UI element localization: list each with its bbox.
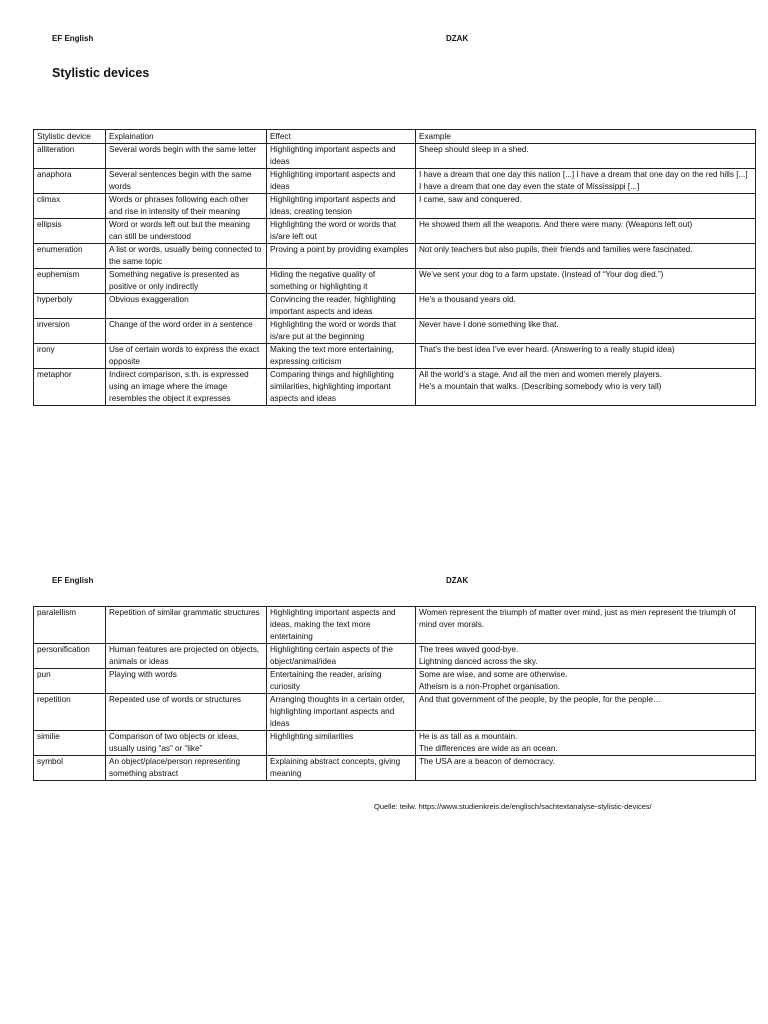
example-cell: All the world’s a stage. And all the men and women merely players. He’s a mountain that walks. (Describing somebody who is very tall): [416, 369, 756, 406]
stylistic-devices-table-1: [33, 129, 756, 406]
header-left-page2: EF English: [52, 576, 94, 585]
device-cell: irony: [34, 344, 106, 369]
column-header: Effect: [267, 130, 416, 144]
example-cell: Not only teachers but also pupils, their friends and families were fascinated.: [416, 244, 756, 269]
example-cell: He’s a thousand years old.: [416, 294, 756, 319]
device-cell: similie: [34, 731, 106, 756]
effect-cell: Proving a point by providing examples: [267, 244, 416, 269]
effect-cell: Highlighting similarities: [267, 731, 416, 756]
effect-cell: Entertaining the reader, arising curiosity: [267, 669, 416, 694]
explanation-cell: Use of certain words to express the exact opposite: [106, 344, 267, 369]
device-cell: symbol: [34, 756, 106, 781]
table-row: [34, 269, 756, 294]
table-row: [34, 244, 756, 269]
table-row: [34, 344, 756, 369]
example-cell: The USA are a beacon of democracy.: [416, 756, 756, 781]
table-row: [34, 219, 756, 244]
table-row: [34, 731, 756, 756]
explanation-cell: Repeated use of words or structures: [106, 694, 267, 731]
explanation-cell: Word or words left out but the meaning can still be understood: [106, 219, 267, 244]
explanation-cell: Playing with words: [106, 669, 267, 694]
explanation-cell: Several sentences begin with the same words: [106, 169, 267, 194]
table-row: [34, 669, 756, 694]
effect-cell: Highlighting certain aspects of the object/animal/idea: [267, 644, 416, 669]
header-right: DZAK: [446, 34, 469, 43]
explanation-cell: Repetition of similar grammatic structures: [106, 607, 267, 644]
table-header-row: [34, 130, 756, 144]
explanation-cell: Obvious exaggeration: [106, 294, 267, 319]
device-cell: inversion: [34, 319, 106, 344]
example-cell: That’s the best idea I’ve ever heard. (Answering to a really stupid idea): [416, 344, 756, 369]
column-header: Explaination: [106, 130, 267, 144]
device-cell: paralellism: [34, 607, 106, 644]
column-header: Example: [416, 130, 756, 144]
table-row: [34, 756, 756, 781]
device-cell: repetition: [34, 694, 106, 731]
source-citation: Quelle: teilw. https://www.studienkreis.de/englisch/sachtextanalyse-stylistic-devices/: [374, 802, 652, 811]
table-row: [34, 319, 756, 344]
device-cell: pun: [34, 669, 106, 694]
device-cell: anaphora: [34, 169, 106, 194]
effect-cell: Highlighting the word or words that is/are left out: [267, 219, 416, 244]
effect-cell: Comparing things and highlighting similarities, highlighting important aspects and ideas: [267, 369, 416, 406]
table-row: [34, 607, 756, 644]
explanation-cell: Human features are projected on objects, animals or ideas: [106, 644, 267, 669]
table-row: [34, 644, 756, 669]
device-cell: ellipsis: [34, 219, 106, 244]
effect-cell: Convincing the reader, highlighting important aspects and ideas: [267, 294, 416, 319]
explanation-cell: Something negative is presented as positive or only indirectly: [106, 269, 267, 294]
stylistic-devices-table-2: [33, 606, 756, 781]
table-row: [34, 369, 756, 406]
table-row: [34, 294, 756, 319]
example-cell: And that government of the people, by the people, for the people…: [416, 694, 756, 731]
device-cell: alliteration: [34, 144, 106, 169]
example-cell: He showed them all the weapons. And there were many. (Weapons left out): [416, 219, 756, 244]
explanation-cell: Indirect comparison, s.th. is expressed using an image where the image resembles the object it expresses: [106, 369, 267, 406]
page-title: Stylistic devices: [52, 66, 150, 80]
device-cell: hyperboly: [34, 294, 106, 319]
explanation-cell: Several words begin with the same letter: [106, 144, 267, 169]
effect-cell: Highlighting important aspects and ideas: [267, 144, 416, 169]
device-cell: climax: [34, 194, 106, 219]
example-cell: He is as tall as a mountain. The differences are wide as an ocean.: [416, 731, 756, 756]
explanation-cell: Change of the word order in a sentence: [106, 319, 267, 344]
effect-cell: Highlighting important aspects and ideas: [267, 169, 416, 194]
effect-cell: Arranging thoughts in a certain order, highlighting important aspects and ideas: [267, 694, 416, 731]
table-row: [34, 169, 756, 194]
example-cell: I came, saw and conquered.: [416, 194, 756, 219]
example-cell: Never have I done something like that.: [416, 319, 756, 344]
header-left: EF English: [52, 34, 94, 43]
explanation-cell: Words or phrases following each other and rise in intensity of their meaning: [106, 194, 267, 219]
device-cell: enumeration: [34, 244, 106, 269]
explanation-cell: Comparison of two objects or ideas, usually using “as” or “like”: [106, 731, 267, 756]
example-cell: I have a dream that one day this nation [...] I have a dream that one day on the red hills [...] I have a dream that one day even the state of Mississippi [...]: [416, 169, 756, 194]
header-right-page2: DZAK: [446, 576, 469, 585]
effect-cell: Explaining abstract concepts, giving meaning: [267, 756, 416, 781]
table-row: [34, 194, 756, 219]
effect-cell: Highlighting important aspects and ideas, creating tension: [267, 194, 416, 219]
column-header: Stylistic device: [34, 130, 106, 144]
effect-cell: Highlighting the word or words that is/are put at the beginning: [267, 319, 416, 344]
example-cell: Women represent the triumph of matter over mind, just as men represent the triumph of mind over morals.: [416, 607, 756, 644]
example-cell: We’ve sent your dog to a farm upstate. (Instead of “Your dog died.”): [416, 269, 756, 294]
device-cell: euphemism: [34, 269, 106, 294]
device-cell: metaphor: [34, 369, 106, 406]
explanation-cell: A list or words, usually being connected to the same topic: [106, 244, 267, 269]
effect-cell: Making the text more entertaining, expressing criticism: [267, 344, 416, 369]
example-cell: The trees waved good-bye. Lightning danced across the sky.: [416, 644, 756, 669]
device-cell: personification: [34, 644, 106, 669]
effect-cell: Hiding the negative quality of something or highlighting it: [267, 269, 416, 294]
effect-cell: Highlighting important aspects and ideas, making the text more entertaining: [267, 607, 416, 644]
example-cell: Some are wise, and some are otherwise. Atheism is a non-Prophet organisation.: [416, 669, 756, 694]
table-row: [34, 144, 756, 169]
example-cell: Sheep should sleep in a shed.: [416, 144, 756, 169]
table-row: [34, 694, 756, 731]
explanation-cell: An object/place/person representing something abstract: [106, 756, 267, 781]
